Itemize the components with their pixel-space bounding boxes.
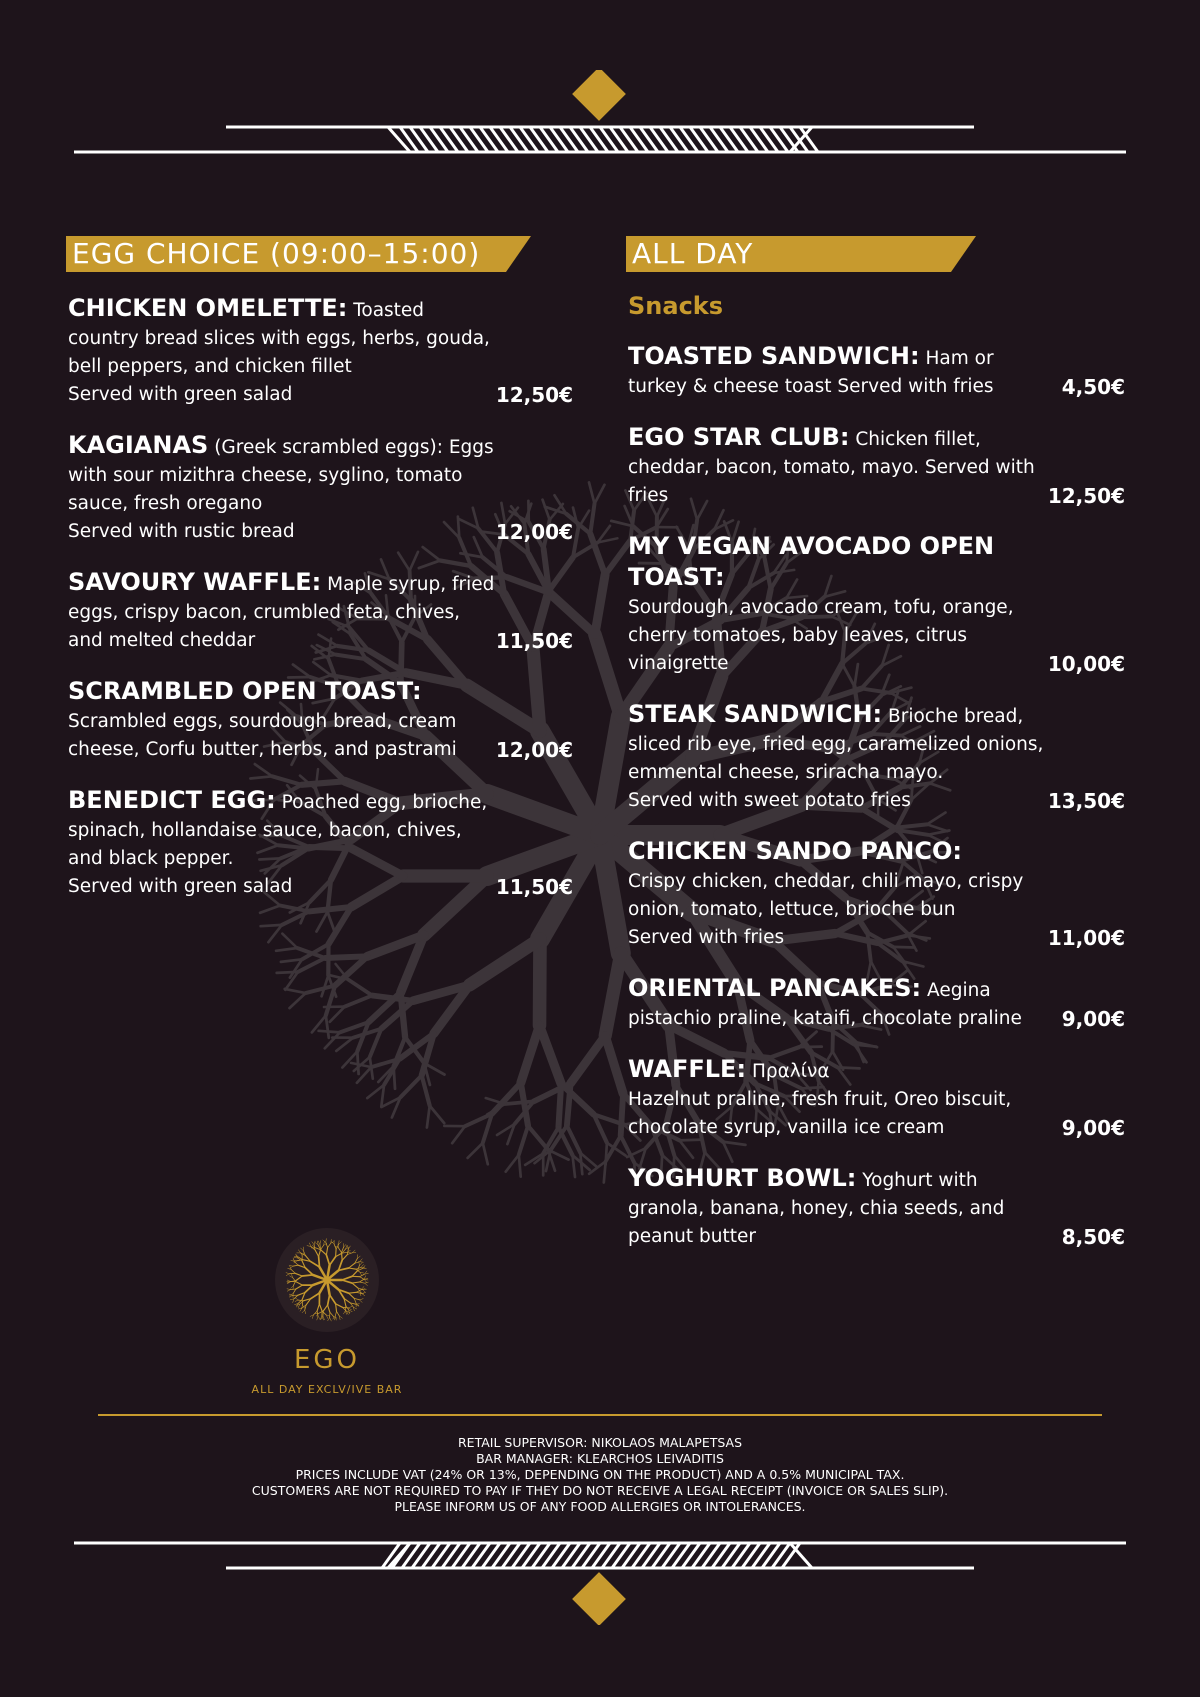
top-border-ornament [0, 70, 1200, 160]
menu-item [628, 1164, 1125, 1251]
menu-item [628, 700, 1125, 815]
menu-item-price: 12,50€ [1047, 484, 1125, 508]
logo-name: EGO [293, 1345, 361, 1375]
menu-item-price: 9,00€ [1061, 1116, 1125, 1140]
footer-line: PLEASE INFORM US OF ANY FOOD ALLERGIES OR INTOLERANCES. [394, 1499, 806, 1514]
menu-item-name: WAFFLE: [628, 1055, 747, 1083]
menu-item-price: 10,00€ [1047, 652, 1125, 676]
menu-item [68, 294, 573, 409]
menu-item-description: Crispy chicken, cheddar, chili mayo, crispy onion, tomato, lettuce, brioche bun Served with fries [628, 871, 1024, 948]
logo-tagline: ALL DAY EXCLV/IVE BAR [251, 1383, 403, 1396]
footer-line: CUSTOMERS ARE NOT REQUIRED TO PAY IF THEY DO NOT RECEIVE A LEGAL RECEIPT (INVOICE OR SALES SLIP). [251, 1483, 949, 1498]
menu-item [68, 677, 573, 764]
menu-item [68, 431, 573, 546]
menu-item-price: 8,50€ [1061, 1225, 1125, 1249]
menu-item-name: CHICKEN SANDO PANCO: [628, 837, 962, 865]
menu-item-description: Ham or turkey & cheese toast Served with fries [628, 348, 994, 397]
menu-item-name: KAGIANAS [68, 431, 209, 459]
menu-item [628, 342, 1125, 401]
menu-item-description: Chicken fillet, cheddar, bacon, tomato, mayo. Served with fries [628, 429, 1035, 506]
menu-item [628, 423, 1125, 510]
menu-item-price: 12,00€ [495, 520, 573, 544]
menu-item-name: BENEDICT EGG: [68, 786, 276, 814]
menu-item-description: Toasted country bread slices with eggs, herbs, gouda, bell peppers, and chicken fillet Served with green salad [68, 300, 490, 405]
gold-diamond-icon [572, 1572, 626, 1625]
menu-item-price: 11,00€ [1047, 926, 1125, 950]
menu-item [628, 974, 1125, 1033]
menu-item-description: Poached egg, brioche, spinach, hollandaise sauce, bacon, chives, and black pepper. Served with green salad [68, 792, 488, 897]
menu-item-name: SCRAMBLED OPEN TOAST: [68, 677, 422, 705]
egg-choice-banner [66, 236, 573, 272]
menu-item-price: 12,50€ [495, 383, 573, 407]
menu-item [628, 837, 1125, 952]
menu-item-price: 12,00€ [495, 738, 573, 762]
menu-item [628, 532, 1125, 678]
ego-logo [232, 1225, 422, 1396]
menu-item-price: 4,50€ [1061, 375, 1125, 399]
menu-item-price: 9,00€ [1061, 1007, 1125, 1031]
menu-item-description: Πραλίνα Hazelnut praline, fresh fruit, Oreo biscuit, chocolate syrup, vanilla ice cream [628, 1061, 1012, 1138]
menu-item-price: 11,50€ [495, 875, 573, 899]
menu-item [68, 568, 573, 655]
menu-item-name: MY VEGAN AVOCADO OPEN TOAST: [628, 532, 995, 591]
menu-item-name: TOASTED SANDWICH: [628, 342, 920, 370]
footer-line: BAR MANAGER: KLEARCHOS LEIVADITIS [476, 1451, 724, 1466]
menu-item-description: Sourdough, avocado cream, tofu, orange, cherry tomatoes, baby leaves, citrus vinaigrette [628, 597, 1014, 674]
menu-item-description: Maple syrup, fried eggs, crispy bacon, crumbled feta, chives, and melted cheddar [68, 574, 495, 651]
menu-item-description: Brioche bread, sliced rib eye, fried egg, caramelized onions, emmental cheese, sriracha mayo. Served with sweet potato fries [628, 706, 1044, 811]
all-day-section [628, 236, 1125, 1251]
ego-tree-logo-icon [272, 1225, 382, 1335]
menu-item-name: YOGHURT BOWL: [628, 1164, 857, 1192]
all-day-banner [626, 236, 1125, 272]
menu-item-name: STEAK SANDWICH: [628, 700, 883, 728]
menu-item-description: Aegina pistachio praline, kataifi, chocolate praline [628, 980, 1022, 1029]
all-day-title: ALL DAY [632, 237, 754, 270]
menu-item-description: (Greek scrambled eggs): Eggs with sour mizithra cheese, syglino, tomato sauce, fresh oregano Served with rustic bread [68, 437, 494, 542]
menu-item-name: EGO STAR CLUB: [628, 423, 850, 451]
gold-diamond-icon [572, 70, 626, 121]
menu-item [628, 1055, 1125, 1142]
bottom-border-ornament [0, 1535, 1200, 1625]
menu-item-name: CHICKEN OMELETTE: [68, 294, 348, 322]
menu-item-description: Scrambled eggs, sourdough bread, cream cheese, Corfu butter, herbs, and pastrami [68, 711, 457, 760]
menu-item-name: ORIENTAL PANCAKES: [628, 974, 922, 1002]
snacks-subheading: Snacks [628, 292, 724, 320]
footer-notes [0, 1435, 1200, 1515]
menu-item [68, 786, 573, 901]
egg-choice-title: EGG CHOICE (09:00–15:00) [72, 237, 481, 270]
footer-divider [98, 1414, 1102, 1416]
menu-item-name: SAVOURY WAFFLE: [68, 568, 322, 596]
menu-item-description: Yoghurt with granola, banana, honey, chia seeds, and peanut butter [628, 1170, 1005, 1247]
footer-line: RETAIL SUPERVISOR: NIKOLAOS MALAPETSAS [457, 1435, 743, 1450]
egg-choice-section [68, 236, 573, 901]
menu-item-price: 13,50€ [1047, 789, 1125, 813]
footer-line: PRICES INCLUDE VAT (24% OR 13%, DEPENDING ON THE PRODUCT) AND A 0.5% MUNICIPAL TAX. [295, 1467, 905, 1482]
menu-item-price: 11,50€ [495, 629, 573, 653]
